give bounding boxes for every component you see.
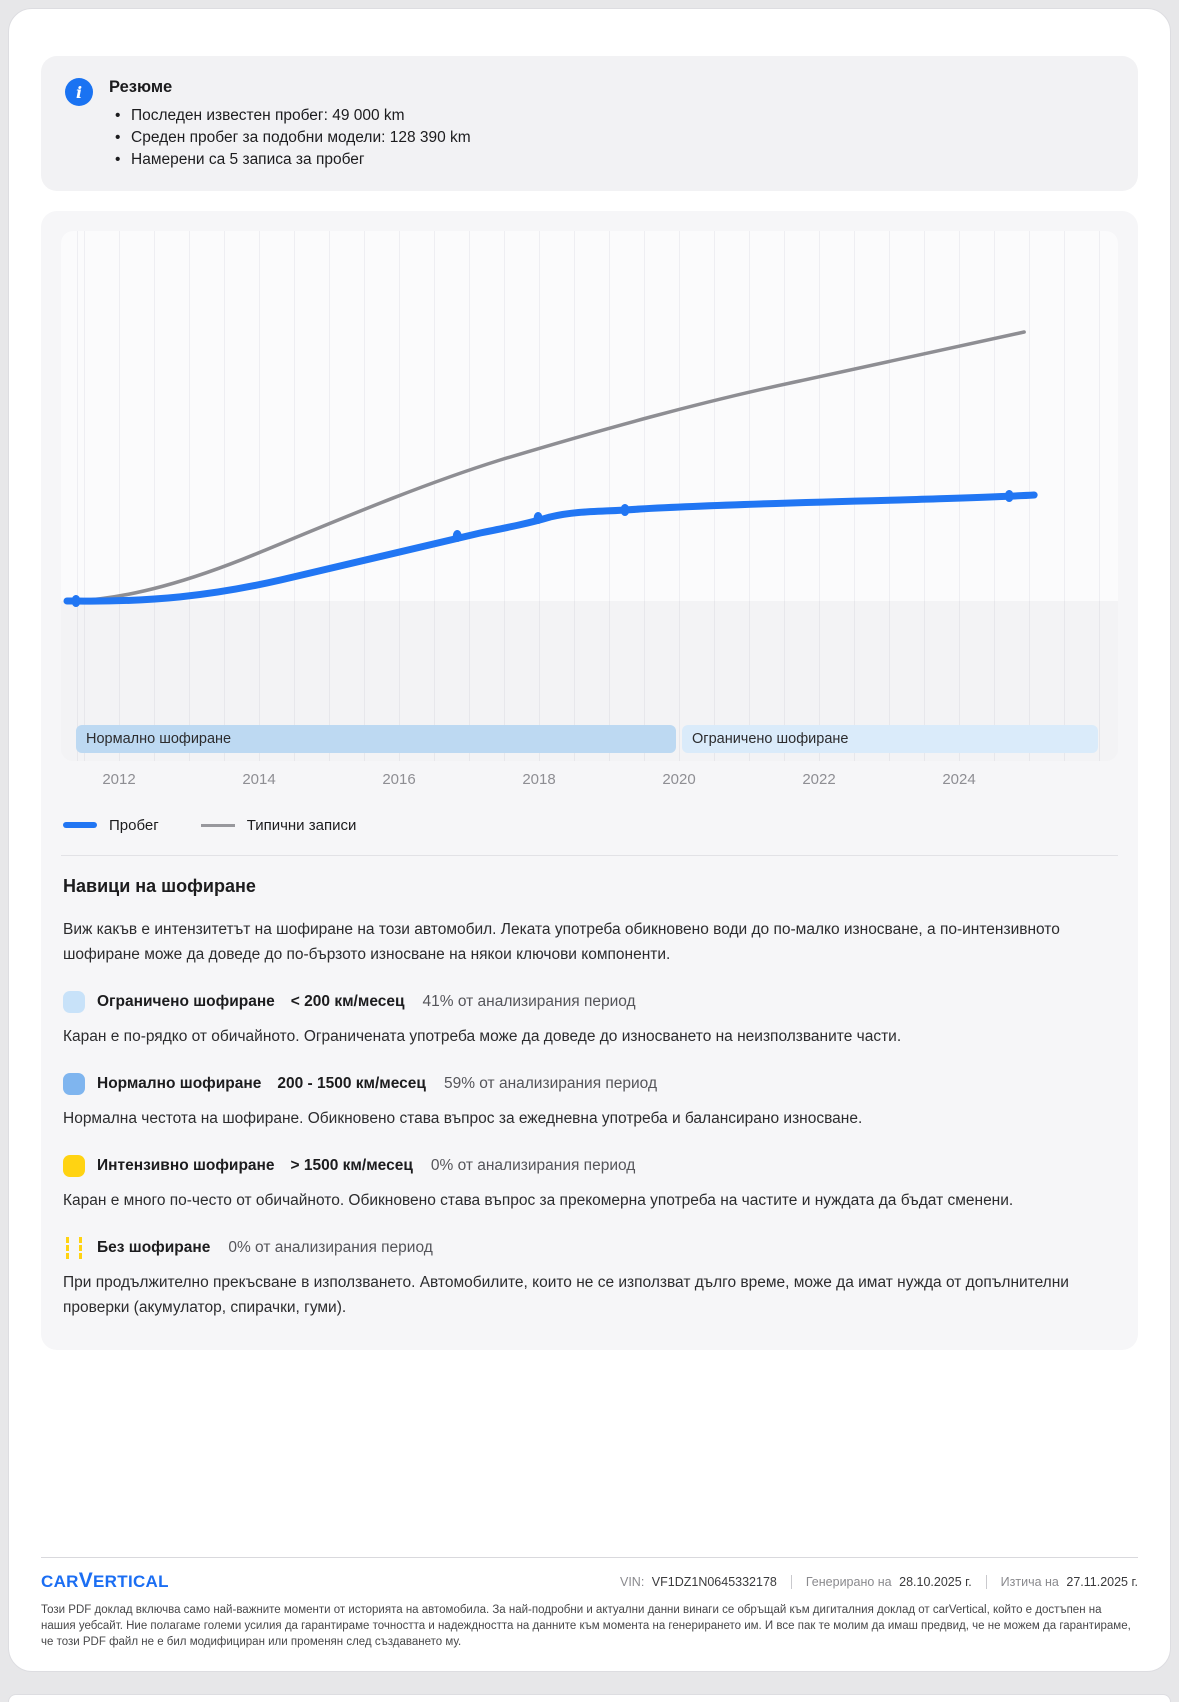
category-percent: 0% от анализирания период (430, 1157, 636, 1174)
vin-value: VF1DZ1N0645332178 (651, 1575, 777, 1589)
logo-rest: ERTICAL (93, 1572, 169, 1591)
x-tick-2024: 2024 (942, 771, 976, 788)
category-range: 200 - 1500 км/месец (277, 1075, 426, 1092)
limited-driving-chip-icon (63, 991, 85, 1013)
normal-driving-chip-icon (63, 1073, 85, 1095)
x-tick-2018: 2018 (522, 771, 556, 788)
category-name: Ограничено шофиране (97, 993, 275, 1010)
category-name: Без шофиране (97, 1239, 211, 1256)
band-normal-driving: Нормално шофиране (76, 725, 676, 753)
summary-card (41, 56, 1138, 191)
category-range: > 1500 км/месец (290, 1157, 413, 1174)
summary-item-records-found: • Намерени са 5 записа за пробег (109, 149, 471, 171)
x-axis (61, 771, 1118, 791)
expires-label: Изтича на (1000, 1575, 1059, 1589)
logo-v: V (78, 1569, 94, 1592)
legend-item-typical (201, 817, 357, 834)
x-tick-2022: 2022 (802, 771, 836, 788)
carvertical-logo (41, 1569, 169, 1592)
mileage-line (67, 495, 1034, 601)
expires-group (1001, 1575, 1138, 1589)
vin-label: VIN: (619, 1575, 645, 1589)
expires-date: 27.11.2025 г. (1066, 1575, 1138, 1589)
chart-legend (61, 813, 1118, 837)
logo-car: CAR (41, 1572, 79, 1591)
x-tick-2020: 2020 (662, 771, 696, 788)
category-description: При продължително прекъсване в използването. Автомобилите, които не се използват дълго време, може да имат нужда от допълнителни проверки (акумулатор, спирачки, гуми). (63, 1274, 1069, 1316)
summary-item-average-mileage: • Среден пробег за подобни модели: 128 390 km (109, 127, 471, 149)
footer-meta-row (41, 1569, 1138, 1592)
section-divider (61, 855, 1118, 856)
next-page-edge (8, 1694, 1171, 1702)
meta-separator (791, 1575, 792, 1589)
report-meta (620, 1575, 1138, 1589)
typical-line-swatch (201, 824, 235, 827)
summary-item-last-mileage: • Последен известен пробег: 49 000 km (109, 105, 471, 127)
mileage-line-swatch (63, 822, 97, 828)
category-name: Интензивно шофиране (97, 1157, 275, 1174)
category-name: Нормално шофиране (97, 1075, 262, 1092)
generated-group (806, 1575, 972, 1589)
legend-item-mileage (63, 817, 159, 834)
category-percent: 0% от анализирания период (228, 1239, 433, 1256)
mileage-chart (61, 231, 1118, 761)
category-description: Каран е много по-често от обичайното. Обикновено става въпрос за прекомерна употреба на частите и нуждата да бъдат сменени. (63, 1192, 1014, 1209)
summary-title: Резюме (109, 78, 173, 96)
chart-canvas (61, 231, 1118, 761)
intensive-driving-chip-icon (63, 1155, 85, 1177)
category-percent: 41% от анализирания период (422, 993, 636, 1010)
info-icon: i (65, 78, 93, 106)
category-header (63, 991, 1118, 1013)
meta-separator (986, 1575, 987, 1589)
no-driving-dashed-icon (66, 1237, 82, 1259)
category-header (63, 1073, 1118, 1095)
category-description: Каран е по-рядко от обичайното. Ограничената употреба може да доведе до износването на неизползваните части. (63, 1028, 902, 1045)
category-range: < 200 км/месец (290, 993, 405, 1010)
category-description: Нормална честота на шофиране. Обикновено става въпрос за ежедневна употреба и балансирано износване. (63, 1110, 863, 1127)
mileage-card (41, 211, 1138, 1350)
typical-records-line (67, 332, 1024, 601)
legend-label-mileage: Пробег (109, 816, 159, 834)
report-page (8, 8, 1171, 1672)
x-tick-2012: 2012 (102, 771, 136, 788)
page-gap (0, 1673, 1179, 1694)
x-tick-2016: 2016 (382, 771, 416, 788)
category-percent: 59% от анализирания период (443, 1075, 658, 1092)
category-header (63, 1155, 1118, 1177)
habits-title: Навици на шофиране (63, 876, 256, 896)
generated-date: 28.10.2025 г. (899, 1575, 972, 1589)
category-no-driving (61, 1237, 1118, 1320)
legend-label-typical: Типични записи (246, 816, 357, 834)
x-tick-2014: 2014 (242, 771, 276, 788)
category-header (63, 1237, 1118, 1259)
summary-content (109, 78, 471, 171)
generated-label: Генерирано на (805, 1575, 892, 1589)
category-limited-driving (61, 991, 1118, 1049)
category-normal-driving (61, 1073, 1118, 1131)
page-footer (41, 1557, 1138, 1650)
category-intensive-driving (61, 1155, 1118, 1213)
footer-disclaimer: Този PDF доклад включва само най-важните моменти от историята на автомобила. За най-подробни и актуални данни винаги се обръщай към дигиталния доклад от carVertical, който е достъпен на нашия уебсайт. Ние полагаме големи усилия да гарантираме точността и надеждността на данните към момента на генерирането им. И все пак те молим да имаш предвид, че не можем да гарантираме, че този PDF файл не е бил модифициран или променян след създаването му. (41, 1604, 1131, 1648)
habits-intro: Виж какъв е интензитетът на шофиране на този автомобил. Леката употреба обикновено води до по-малко износване, а по-интензивното шофиране може да доведе до по-бързото износване на някои ключови компоненти. (63, 921, 1060, 963)
band-limited-driving: Ограничено шофиране (682, 725, 1098, 753)
vin-group (620, 1575, 777, 1589)
